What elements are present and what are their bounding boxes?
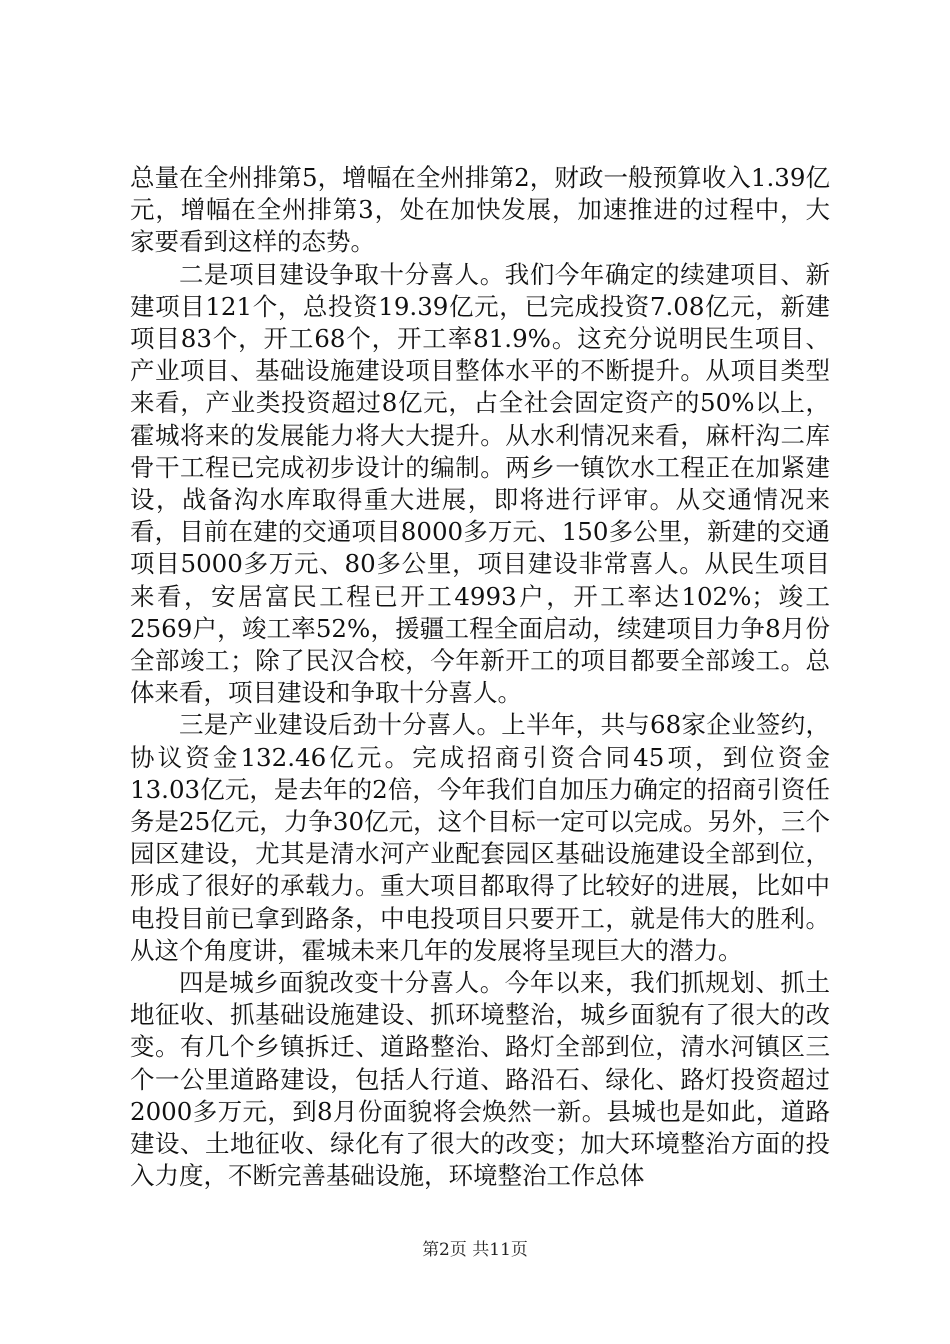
document-body [130, 162, 830, 1193]
paragraph-industry-construction: 三是产业建设后劲十分喜人。上半年，共与68家企业签约，协议资金132.46亿元。完成招商引资合同45项，到位资金13.03亿元，是去年的2倍，今年我们自加压力确定的招商引资任务是25亿元，力争30亿元，这个目标一定可以完成。另外，三个园区建设，尤其是清水河产业配套园区基础设施建设全部到位，形成了很好的承载力。重大项目都取得了比较好的进展，比如中电投目前已拿到路条，中电投项目只要开工，就是伟大的胜利。从这个角度讲，霍城未来几年的发展将呈现巨大的潜力。 [130, 710, 830, 965]
page-number-indicator: 第2页 共11页 [422, 1240, 528, 1260]
page-footer [0, 1238, 950, 1262]
paragraph-continuation: 总量在全州排第5，增幅在全州排第2，财政一般预算收入1.39亿元，增幅在全州排第3，处在加快发展，加速推进的过程中，大家要看到这样的态势。 [130, 163, 830, 257]
paragraph-urban-rural-appearance: 四是城乡面貌改变十分喜人。今年以来，我们抓规划、抓土地征收、抓基础设施建设、抓环境整治，城乡面貌有了很大的改变。有几个乡镇拆迁、道路整治、路灯全部到位，清水河镇区三个一公里道路建设，包括人行道、路沿石、绿化、路灯投资超过2000多万元，到8月份面貌将会焕然一新。县城也是如此，道路建设、土地征收、绿化有了很大的改变；加大环境整治方面的投入力度，不断完善基础设施，环境整治工作总体 [130, 968, 830, 1191]
paragraph-project-construction: 二是项目建设争取十分喜人。我们今年确定的续建项目、新建项目121个，总投资19.39亿元，已完成投资7.08亿元，新建项目83个，开工68个，开工率81.9%。这充分说明民生项目、产业项目、基础设施建设项目整体水平的不断提升。从项目类型来看，产业类投资超过8亿元，占全社会固定资产的50%以上，霍城将来的发展能力将大大提升。从水利情况来看，麻杆沟二库骨干工程已完成初步设计的编制。两乡一镇饮水工程正在加紧建设，战备沟水库取得重大进展，即将进行评审。从交通情况来看，目前在建的交通项目8000多万元、150多公里，新建的交通项目5000多万元、80多公里，项目建设非常喜人。从民生项目来看，安居富民工程已开工4993户，开工率达102%；竣工2569户，竣工率52%，援疆工程全面启动，续建项目力争8月份全部竣工；除了民汉合校，今年新开工的项目都要全部竣工。总体来看，项目建设和争取十分喜人。 [130, 259, 830, 708]
